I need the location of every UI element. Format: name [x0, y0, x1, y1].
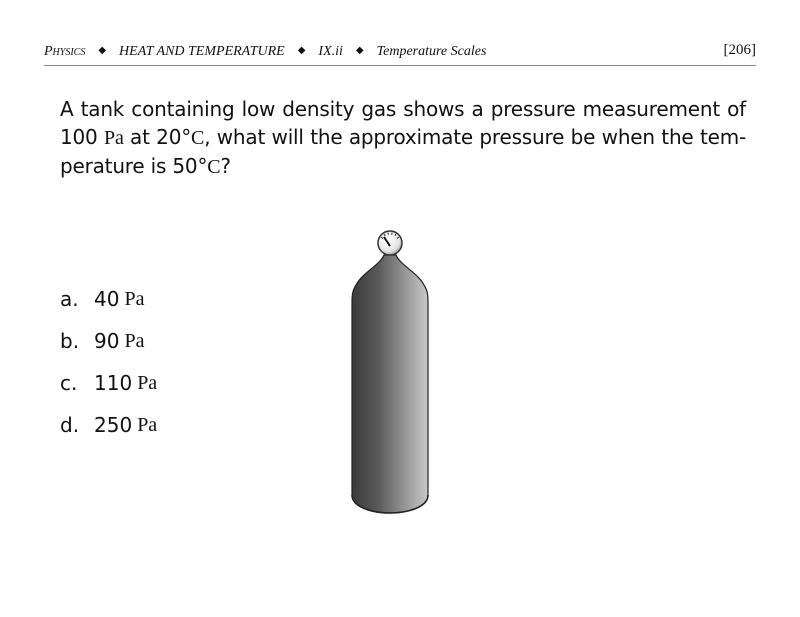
unit-pa: Pa	[104, 127, 124, 149]
unit-celsius: C	[191, 127, 205, 149]
question-segment: ?	[220, 154, 231, 178]
page-header	[44, 42, 756, 64]
breadcrumb-section: IX.ii	[318, 44, 343, 59]
breadcrumb-topic: Temperature Scales	[376, 44, 487, 59]
choice-unit: Pa	[124, 329, 145, 352]
choice-value: 90	[94, 329, 120, 353]
choice-unit: Pa	[137, 413, 158, 436]
breadcrumb-subject: Physics	[44, 44, 86, 59]
choice-c[interactable]	[60, 362, 157, 404]
breadcrumb-chapter: HEAT AND TEMPERATURE	[119, 44, 285, 59]
bullet-separator-icon: ◆	[355, 44, 364, 56]
question-segment: , what will the approximate pressure be when the tem- perature is 50	[60, 125, 746, 178]
question-text	[60, 95, 746, 181]
answer-choices	[60, 278, 157, 446]
breadcrumb	[44, 44, 486, 60]
unit-celsius: C	[207, 156, 221, 178]
choice-d[interactable]	[60, 404, 157, 446]
choice-letter: c.	[60, 371, 78, 395]
choice-value: 40	[94, 287, 120, 311]
question-segment: A tank containing low density gas shows a pressure measurement of 100	[60, 97, 746, 149]
gas-cylinder-icon	[340, 225, 450, 520]
page-number: [206]	[723, 42, 756, 58]
choice-value: 250	[94, 413, 133, 437]
header-rule	[44, 65, 756, 66]
choice-unit: Pa	[124, 287, 145, 310]
gas-cylinder-figure	[340, 225, 450, 524]
choice-b[interactable]	[60, 320, 157, 362]
degree-symbol: °	[181, 125, 192, 149]
choice-value: 110	[94, 371, 133, 395]
choice-letter: d.	[60, 413, 80, 437]
choice-unit: Pa	[137, 371, 158, 394]
bullet-separator-icon: ◆	[297, 44, 306, 56]
bullet-separator-icon: ◆	[98, 44, 107, 56]
choice-letter: b.	[60, 329, 80, 353]
degree-symbol: °	[197, 154, 208, 178]
choice-letter: a.	[60, 287, 79, 311]
choice-a[interactable]	[60, 278, 157, 320]
question-segment: at 20	[123, 125, 182, 149]
